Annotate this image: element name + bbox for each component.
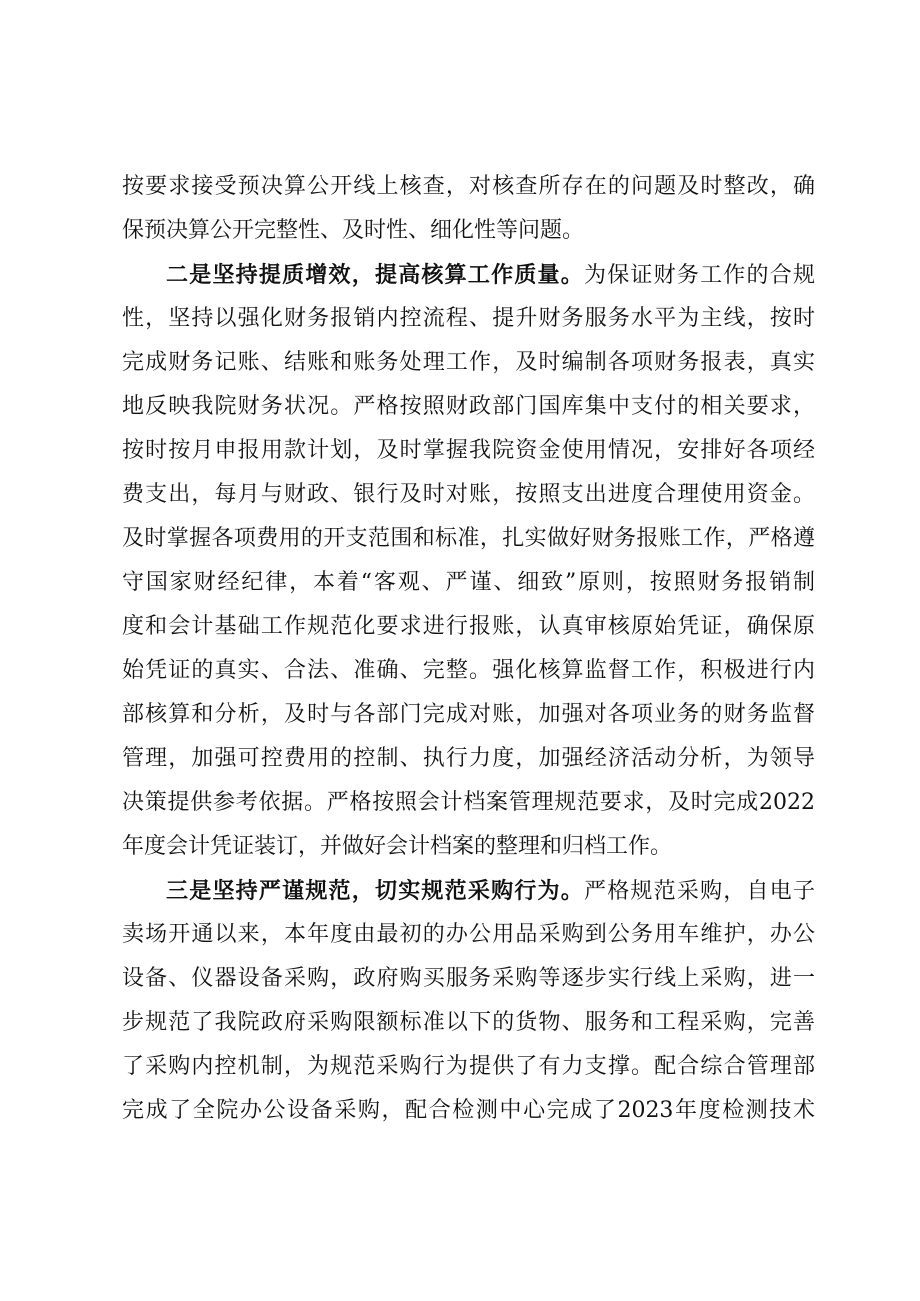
- text-line: 管理，加强可控费用的控制、执行力度，加强经济活动分析，为领导: [122, 746, 815, 771]
- paragraph-2: [122, 253, 815, 869]
- text-line: 按要求接受预决算公开线上核查，对核查所存在的问题及时整改，确: [122, 174, 815, 199]
- text-line: [122, 253, 815, 297]
- text-line: 完成财务记账、结账和账务处理工作，及时编制各项财务报表，真实: [122, 350, 815, 375]
- paragraph-3: [122, 869, 815, 1133]
- text-line: 年度会计凭证装订，并做好会计档案的整理和归档工作。: [122, 834, 673, 859]
- text-line: 完成了全院办公设备采购，配合检测中心完成了2023年度检测技术: [122, 1098, 815, 1123]
- text-line: 及时掌握各项费用的开支范围和标准，扎实做好财务报账工作，严格遵: [122, 526, 815, 551]
- text-line: 部核算和分析，及时与各部门完成对账，加强对各项业务的财务监督: [122, 702, 815, 727]
- text-line: 按时按月申报用款计划，及时掌握我院资金使用情况，安排好各项经: [122, 438, 815, 463]
- text-line: 性，坚持以强化财务报销内控流程、提升财务服务水平为主线，按时: [122, 306, 815, 331]
- text-line: 守国家财经纪律，本着“客观、严谨、细致”原则，按照财务报销制: [122, 570, 815, 595]
- text-line: 了采购内控机制，为规范采购行为提供了有力支撑。配合综合管理部: [122, 1054, 815, 1079]
- text-line: 地反映我院财务状况。严格按照财政部门国库集中支付的相关要求，: [122, 394, 815, 419]
- text-line: 费支出，每月与财政、银行及时对账，按照支出进度合理使用资金。: [122, 482, 815, 507]
- text-run: 严格规范采购，自电子: [583, 879, 815, 904]
- text-line: 卖场开通以来，本年度由最初的办公用品采购到公务用车维护，办公: [122, 922, 815, 947]
- paragraph-heading: 三是坚持严谨规范，切实规范采购行为。: [166, 878, 584, 904]
- text-line: 设备、仪器设备采购，政府购买服务采购等逐步实行线上采购，进一: [122, 966, 815, 991]
- text-line: [122, 869, 815, 913]
- paragraph-1: [122, 165, 815, 253]
- text-line: 度和会计基础工作规范化要求进行报账，认真审核原始凭证，确保原: [122, 614, 815, 639]
- text-line: 始凭证的真实、合法、准确、完整。强化核算监督工作，积极进行内: [122, 658, 815, 683]
- paragraph-heading: 二是坚持提质增效，提高核算工作质量。: [166, 262, 584, 288]
- text-line: 决策提供参考依据。严格按照会计档案管理规范要求，及时完成2022: [122, 790, 815, 815]
- text-line: 步规范了我院政府采购限额标准以下的货物、服务和工程采购，完善: [122, 1010, 815, 1035]
- text-run: 为保证财务工作的合规: [583, 263, 815, 288]
- body-text: [122, 165, 815, 1133]
- text-line: 保预决算公开完整性、及时性、细化性等问题。: [122, 218, 585, 243]
